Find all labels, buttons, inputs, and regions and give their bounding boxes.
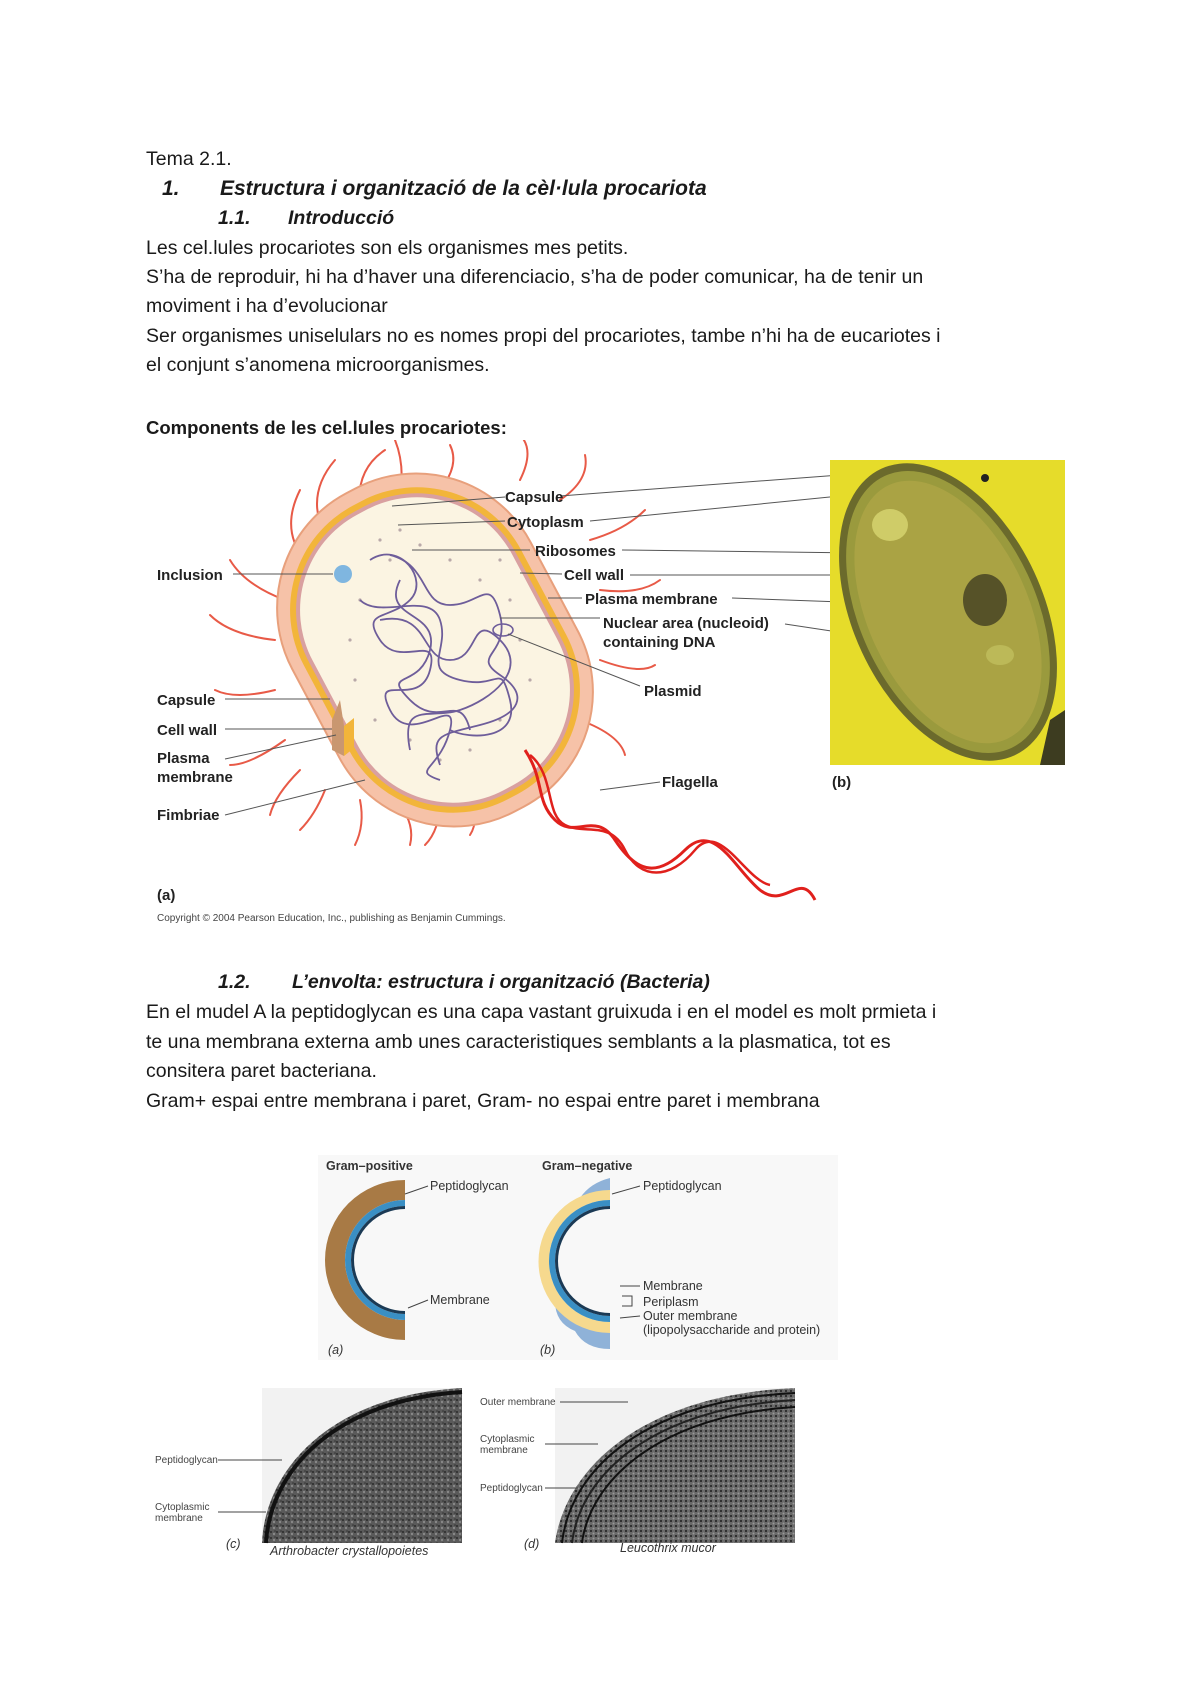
d-species-caption: Leucothrix mucor [620,1541,716,1555]
heading-1 [162,174,707,203]
d-outer-membrane-label: Outer membrane [480,1397,556,1408]
label-flagella: Flagella [662,774,718,791]
heading-1-number: 1. [162,177,180,200]
gram-envelope-figure [0,1145,1200,1565]
fig2-panel-b: (b) [540,1343,556,1357]
label-inclusion: Inclusion [157,567,223,584]
label-nuclear-area-2: containing DNA [603,634,716,651]
label-plasma-membrane-right: Plasma membrane [585,591,718,608]
panel-b-label: (b) [832,774,852,791]
inclusion-granule [334,565,352,583]
envelope-line: consitera paret bacteriana. [146,1060,377,1082]
heading-1-2-title: L’envolta: estructura i organització (Bacteria) [292,971,710,993]
neg-peptidoglycan-label: Peptidoglycan [643,1179,722,1193]
label-cell-wall-left: Cell wall [157,722,218,739]
copyright-note: Copyright © 2004 Pearson Education, Inc., publishing as Benjamin Cummings. [157,913,506,924]
micrograph-c [262,1388,462,1543]
neg-outer-membrane-label: Outer membrane [643,1309,738,1323]
label-capsule-top: Capsule [505,489,564,506]
intro-line: moviment i ha d’evolucionar [146,295,388,317]
envelope-line: te una membrana externa amb unes caracteristiques semblants a la plasmatica, tot es [146,1031,891,1053]
components-heading: Components de les cel.lules procariotes: [146,417,507,438]
gram-negative-title: Gram–negative [542,1159,633,1173]
label-fimbriae: Fimbriae [157,807,220,824]
c-cytoplasmic-label-2: membrane [155,1513,203,1524]
envelope-line: Gram+ espai entre membrana i paret, Gram- no espai entre paret i membrana [146,1090,820,1112]
heading-1-1-title: Introducció [288,207,395,229]
label-capsule-left: Capsule [157,692,216,709]
intro-line: Ser organismes uniselulars no es nomes propi del procariotes, tambe n’hi ha de eucariotes i [146,325,941,347]
heading-1-1 [218,204,394,233]
heading-1-title: Estructura i organització de la cèl·lula procariota [220,177,707,200]
pos-membrane-label: Membrane [430,1293,490,1307]
neg-periplasm-label: Periplasm [643,1295,699,1309]
heading-1-1-number: 1.1. [218,207,251,229]
c-peptidoglycan-label: Peptidoglycan [155,1455,218,1466]
micrograph-b [795,440,1101,795]
d-peptidoglycan-label: Peptidoglycan [480,1483,543,1494]
heading-1-2-number: 1.2. [218,971,251,993]
panel-a-label: (a) [157,887,176,904]
d-cytoplasmic-label: Cytoplasmic [480,1434,535,1445]
fig2-panel-d: (d) [524,1537,540,1551]
fig2-panel-a: (a) [328,1343,344,1357]
neg-outer-membrane-label-2: (lipopolysaccharide and protein) [643,1323,821,1337]
fig2-panel-c: (c) [226,1537,241,1551]
label-cytoplasm: Cytoplasm [507,514,584,531]
d-cytoplasmic-label-2: membrane [480,1445,528,1456]
envelope-line: En el mudel A la peptidoglycan es una capa vastant gruixuda i en el model es molt prmieta i [146,1001,937,1023]
label-nuclear-area: Nuclear area (nucleoid) [603,615,769,632]
c-cytoplasmic-label: Cytoplasmic [155,1502,210,1513]
label-plasma-left-2: membrane [157,769,233,786]
intro-line: S’ha de reproduir, hi ha d’haver una diferenciacio, s’ha de poder comunicar, ha de tenir un [146,266,924,288]
pos-peptidoglycan-label: Peptidoglycan [430,1179,509,1193]
intro-line: Les cel.lules procariotes son els organismes mes petits. [146,237,629,259]
label-cell-wall-right: Cell wall [564,567,625,584]
c-species-caption: Arthrobacter crystallopoietes [270,1544,429,1558]
flagellum [525,750,815,900]
intro-line: el conjunt s’anomena microorganismes. [146,354,490,376]
prokaryote-cell-figure [0,440,1200,940]
label-ribosomes: Ribosomes [535,543,616,560]
label-plasmid: Plasmid [644,683,702,700]
heading-1-2 [218,968,710,997]
topic-label: Tema 2.1. [146,148,232,170]
neg-membrane-label: Membrane [643,1279,703,1293]
gram-positive-title: Gram–positive [326,1159,413,1173]
micrograph-d [555,1388,795,1543]
label-plasma-left: Plasma [157,750,210,767]
